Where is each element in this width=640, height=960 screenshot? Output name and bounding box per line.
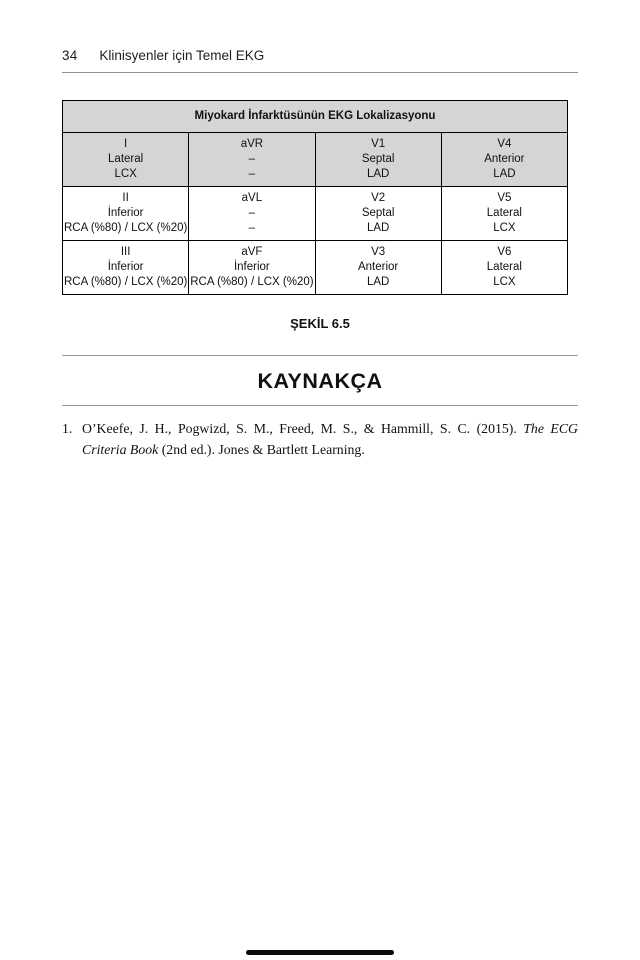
- table-cell: [189, 187, 315, 241]
- region-label: Anterior: [484, 153, 525, 165]
- lead-label: V1: [371, 138, 386, 150]
- table-row: [63, 133, 568, 187]
- table-cell: [441, 187, 567, 241]
- artery-label: –: [248, 222, 256, 234]
- lead-label: V6: [497, 246, 512, 258]
- artery-label: –: [248, 168, 256, 180]
- book-title: Klinisyenler için Temel EKG: [99, 48, 265, 63]
- figure-caption: ŞEKİL 6.5: [290, 316, 350, 331]
- table-cell: [315, 241, 441, 295]
- region-label: Septal: [361, 153, 395, 165]
- table-title-row: [63, 101, 568, 133]
- lead-label: II: [122, 192, 129, 204]
- references-heading: KAYNAKÇA: [257, 369, 383, 393]
- region-label: Lateral: [486, 207, 522, 219]
- reference-publisher: (2nd ed.). Jones & Bartlett Learning.: [158, 442, 365, 457]
- table-cell: [63, 187, 189, 241]
- table-row: [63, 241, 568, 295]
- table-cell: [441, 133, 567, 187]
- artery-label: LCX: [493, 276, 516, 288]
- artery-label: LAD: [366, 276, 390, 288]
- artery-label: LCX: [114, 168, 137, 180]
- reference-authors: O’Keefe, J. H., Pogwizd, S. M., Freed, M. S., & Hammill, S. C. (2015).: [82, 421, 524, 436]
- lead-label: V3: [371, 246, 386, 258]
- page-number: 34: [62, 48, 78, 63]
- lead-label: aVF: [241, 246, 263, 258]
- artery-label: LAD: [493, 168, 516, 180]
- table-cell: [315, 133, 441, 187]
- region-label: Lateral: [486, 261, 522, 273]
- artery-label: RCA (%80) / LCX (%20): [64, 276, 188, 288]
- table-row: [63, 187, 568, 241]
- table-title: Miyokard İnfarktüsünün EKG Lokalizasyonu: [63, 101, 568, 133]
- artery-label: LAD: [366, 168, 390, 180]
- artery-label: RCA (%80) / LCX (%20): [190, 276, 314, 288]
- table-cell: [189, 241, 315, 295]
- lead-label: V5: [497, 192, 512, 204]
- table-cell: [189, 133, 315, 187]
- book-page: [62, 0, 578, 460]
- lead-label: aVR: [240, 138, 264, 150]
- region-label: Anterior: [357, 261, 399, 273]
- lead-label: III: [120, 246, 131, 258]
- region-label: İnferior: [107, 261, 144, 273]
- lead-label: V2: [371, 192, 386, 204]
- references-section: [62, 355, 578, 406]
- region-label: Lateral: [108, 153, 144, 165]
- region-label: Septal: [361, 207, 395, 219]
- artery-label: LCX: [493, 222, 516, 234]
- home-indicator-bar[interactable]: [246, 950, 394, 955]
- table-cell: [315, 187, 441, 241]
- page-header: [62, 0, 578, 73]
- table-cell: [63, 133, 189, 187]
- region-label: İnferior: [233, 261, 270, 273]
- reference-book-title: The ECG Criteria Book: [82, 421, 578, 457]
- region-label: –: [248, 153, 256, 165]
- artery-label: LAD: [366, 222, 390, 234]
- reference-item: [62, 418, 578, 460]
- lead-label: V4: [497, 138, 512, 150]
- lead-label: aVL: [241, 192, 263, 204]
- region-label: –: [248, 207, 256, 219]
- table-cell: [441, 241, 567, 295]
- mi-localization-table: [62, 100, 568, 295]
- region-label: İnferior: [107, 207, 144, 219]
- artery-label: RCA (%80) / LCX (%20): [64, 222, 188, 234]
- table-cell: [63, 241, 189, 295]
- lead-label: I: [124, 138, 128, 150]
- reference-number: 1.: [62, 421, 73, 436]
- reference-text: [82, 418, 578, 460]
